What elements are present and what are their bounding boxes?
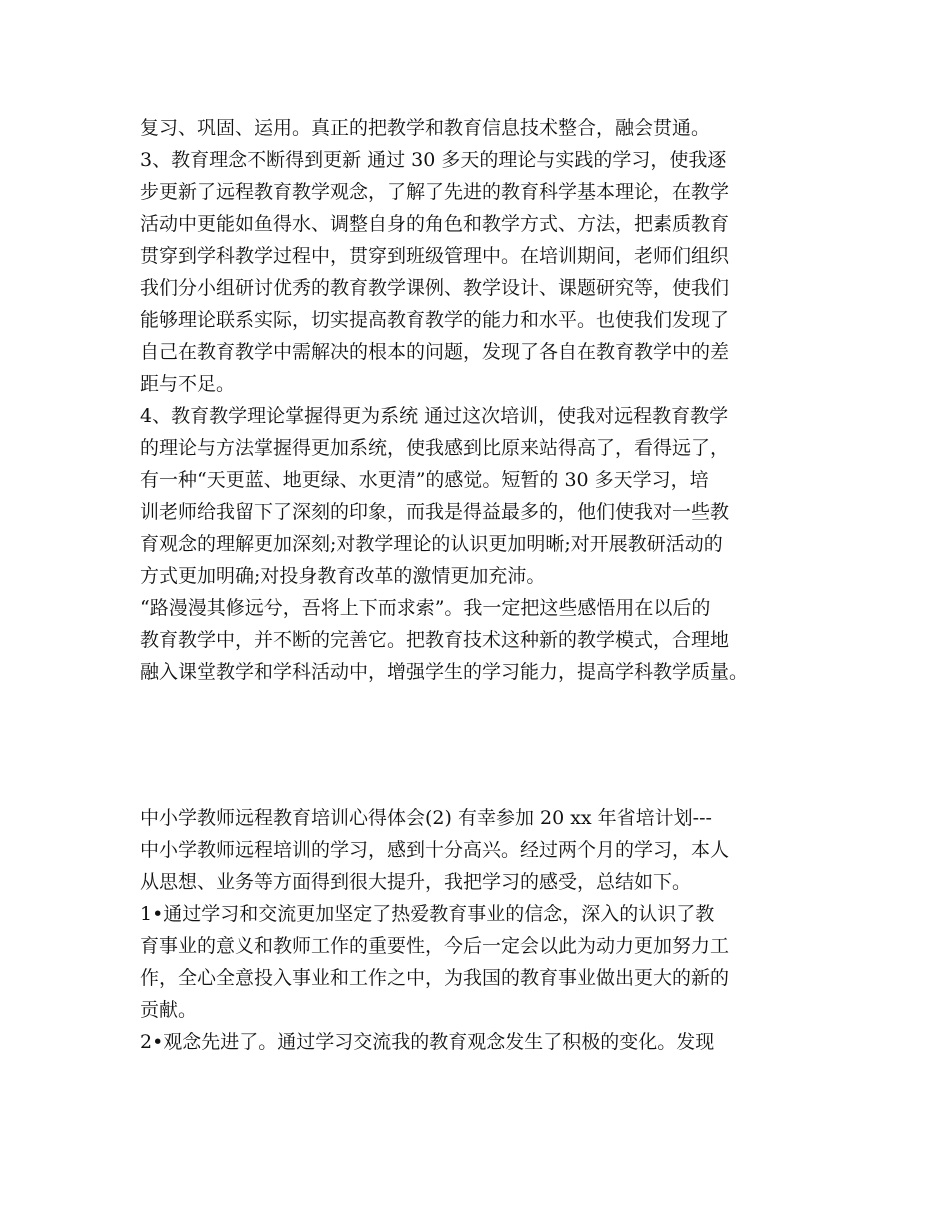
text-line: 训老师给我留下了深刻的印象，而我是得益最多的，他们使我对一些教 [140, 501, 730, 523]
text-line: 育事业的意义和教师工作的重要性，今后一定会以此为动力更加努力工 [140, 935, 730, 957]
text-line: 4、教育教学理论掌握得更为系统 通过这次培训，使我对远程教育教学 [140, 405, 729, 427]
text-line: 活动中更能如鱼得水、调整自身的角色和教学方式、方法，把素质教育 [140, 213, 730, 235]
text-line: “路漫漫其修远兮，吾将上下而求索”。我一定把这些感悟用在以后的 [140, 597, 711, 619]
text-line: 的理论与方法掌握得更加系统，使我感到比原来站得高了，看得远了， [140, 437, 730, 459]
text-line: 有一种“天更蓝、地更绿、水更清”的感觉。短暂的 30 多天学习，培 [140, 469, 709, 491]
text-line: 融入课堂教学和学科活动中，增强学生的学习能力，提高学科教学质量。 [140, 661, 749, 683]
text-line: 2•观念先进了。通过学习交流我的教育观念发生了积极的变化。发现 [140, 1031, 715, 1053]
text-line: 从思想、业务等方面得到很大提升，我把学习的感受，总结如下。 [140, 871, 692, 893]
text-line: 育观念的理解更加深刻;对教学理论的认识更加明晰;对开展教研活动的 [140, 533, 723, 555]
text-line: 3、教育理念不断得到更新 通过 30 多天的理论与实践的学习，使我逐 [140, 149, 727, 171]
text-line: 中小学教师远程培训的学习，感到十分高兴。经过两个月的学习，本人 [140, 839, 730, 861]
text-block-part-2 [140, 802, 830, 1058]
text-line: 贯穿到学科教学过程中，贯穿到班级管理中。在培训期间，老师们组织 [140, 245, 730, 267]
text-line: 我们分小组研讨优秀的教育教学课例、教学设计、课题研究等，使我们 [140, 277, 730, 299]
text-line: 能够理论联系实际，切实提高教育教学的能力和水平。也使我们发现了 [140, 309, 730, 331]
text-line: 步更新了远程教育教学观念，了解了先进的教育科学基本理论，在教学 [140, 181, 730, 203]
text-line: 贡献。 [140, 999, 198, 1021]
text-line: 作，全心全意投入事业和工作之中，为我国的教育事业做出更大的新的 [140, 967, 730, 989]
text-block-part-1 [140, 112, 830, 688]
text-line: 教育教学中，并不断的完善它。把教育技术这种新的教学模式，合理地 [140, 629, 730, 651]
text-line: 方式更加明确;对投身教育改革的激情更加充沛。 [140, 565, 546, 587]
text-line: 中小学教师远程教育培训心得体会(2) 有幸参加 20 xx 年省培计划--- [140, 807, 712, 829]
text-line: 复习、巩固、运用。真正的把教学和教育信息技术整合，融会贯通。 [140, 117, 711, 139]
text-line: 距与不足。 [140, 373, 236, 395]
text-line: 1•通过学习和交流更加坚定了热爱教育事业的信念，深入的认识了教 [140, 903, 715, 925]
text-line: 自己在教育教学中需解决的根本的问题，发现了各自在教育教学中的差 [140, 341, 730, 363]
